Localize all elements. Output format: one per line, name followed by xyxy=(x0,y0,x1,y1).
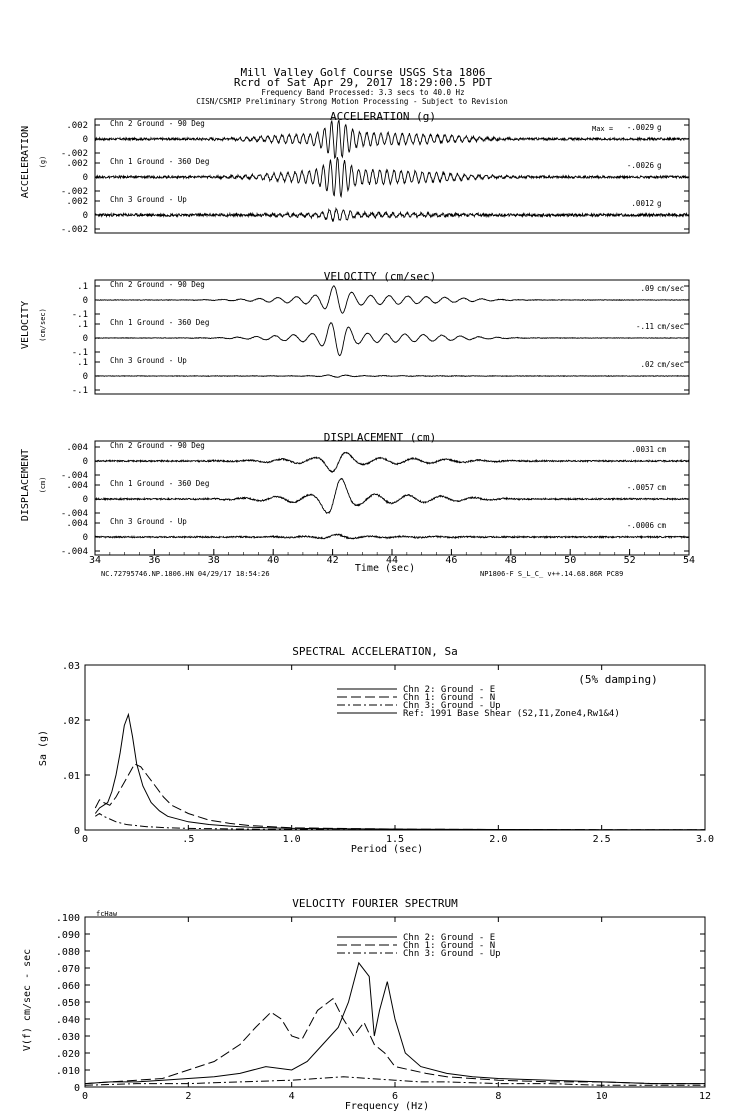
time-tick-label: 46 xyxy=(445,555,458,566)
x-tick-label: 12 xyxy=(698,1091,712,1102)
plot-frame xyxy=(85,917,705,1087)
legend-label: Chn 1: Ground - N xyxy=(403,941,496,951)
time-axis-label: Time (sec) xyxy=(354,563,416,574)
velocity-panel xyxy=(20,270,689,396)
legend-label: Chn 2: Ground - E xyxy=(403,685,496,695)
chart-title: VELOCITY FOURIER SPECTRUM xyxy=(292,897,458,910)
peak-unit: cm xyxy=(657,521,667,530)
y-tick-label-top: .002 xyxy=(66,197,88,207)
damping-note: (5% damping) xyxy=(578,673,658,686)
x-tick-label: 1.5 xyxy=(385,834,405,845)
x-tick-label: 0 xyxy=(81,834,89,845)
y-tick-label-bottom: -.002 xyxy=(60,187,88,197)
time-tick-label: 54 xyxy=(682,555,696,566)
peak-value: .09 xyxy=(640,284,654,293)
footer-left-id: NC.72795746.NP.1806.HN 04/29/17 18:54:26 xyxy=(101,570,270,578)
footer-right-id: NP1806-F S_L_C_ v++.14.68.86R PC89 xyxy=(480,570,624,578)
peak-unit: g xyxy=(657,123,662,132)
time-tick-label: 42 xyxy=(326,555,339,566)
peak-unit: g xyxy=(657,161,662,170)
peak-unit: cm/sec xyxy=(657,322,685,331)
y-tick-label: .080 xyxy=(55,947,80,958)
y-tick-label: .02 xyxy=(61,716,80,727)
peak-value: -.0057 xyxy=(626,483,654,492)
x-axis-label: Frequency (Hz) xyxy=(344,1101,430,1112)
y-tick-label-bottom: -.004 xyxy=(60,547,88,557)
y-tick-label-zero: 0 xyxy=(82,296,88,306)
peak-value: .02 xyxy=(640,360,654,369)
peak-unit: cm xyxy=(657,483,667,492)
legend-label: Chn 3: Ground - Up xyxy=(403,949,501,959)
y-tick-label-zero: 0 xyxy=(82,457,88,467)
y-tick-label: .070 xyxy=(55,964,80,975)
peak-value: -.0026 xyxy=(626,161,654,170)
fourier-spectrum-chart xyxy=(22,897,711,1112)
y-tick-label: 0 xyxy=(73,826,80,837)
y-tick-label-zero: 0 xyxy=(82,211,88,221)
x-tick-label: 3.0 xyxy=(695,834,715,845)
header xyxy=(196,66,508,106)
acceleration-panel xyxy=(20,110,689,235)
peak-value: .0031 xyxy=(631,445,654,454)
time-tick-label: 38 xyxy=(207,555,220,566)
peak-unit: g xyxy=(657,199,662,208)
corner-label: fcHaw xyxy=(96,910,118,918)
y-tick-label: .03 xyxy=(61,661,80,672)
panel-title: ACCELERATION (g) xyxy=(330,110,436,123)
x-tick-label: 0 xyxy=(81,1091,89,1102)
legend-label: Chn 3: Ground - Up xyxy=(403,701,501,711)
trace-waveform xyxy=(95,323,689,356)
y-tick-label: .020 xyxy=(55,1049,80,1060)
time-tick-label: 48 xyxy=(504,555,517,566)
peak-unit: cm xyxy=(657,445,667,454)
series-line xyxy=(85,999,705,1084)
channel-label: Chn 1 Ground - 360 Deg xyxy=(110,479,210,488)
y-tick-label: .030 xyxy=(55,1032,80,1043)
band-note: Frequency Band Processed: 3.3 secs to 40.0 Hz xyxy=(261,88,465,97)
y-axis-label: Sa (g) xyxy=(38,729,49,767)
series-line xyxy=(85,963,705,1084)
series-line xyxy=(95,764,705,830)
x-tick-label: 6 xyxy=(391,1091,399,1102)
legend-label: Ref: 1991 Base Shear (S2,I1,Zone4,Rw1&4) xyxy=(403,709,620,719)
x-tick-label: 8 xyxy=(495,1091,502,1102)
y-tick-label: .090 xyxy=(55,930,80,941)
spectral-acceleration-chart xyxy=(38,645,714,855)
panel-unit-label: (cm/sec) xyxy=(39,308,47,342)
channel-label: Chn 3 Ground - Up xyxy=(110,517,187,526)
peak-value: .0012 xyxy=(631,199,654,208)
panel-unit-label: (cm) xyxy=(39,476,47,494)
x-axis-label: Period (sec) xyxy=(350,844,424,855)
record-title: Rcrd of Sat Apr 29, 2017 18:29:00.5 PDT xyxy=(233,76,493,89)
chart-title: SPECTRAL ACCELERATION, Sa xyxy=(292,645,458,658)
y-tick-label-zero: 0 xyxy=(82,135,88,145)
panel-title: VELOCITY (cm/sec) xyxy=(323,270,437,283)
peak-value: -.0006 xyxy=(626,521,654,530)
processing-note: CISN/CSMIP Preliminary Strong Motion Processing - Subject to Revision xyxy=(196,97,508,106)
peak-unit: cm/sec xyxy=(657,284,685,293)
channel-label: Chn 2 Ground - 90 Deg xyxy=(110,119,205,128)
station-title: Mill Valley Golf Course USGS Sta 1806 xyxy=(240,66,486,79)
y-tick-label: .100 xyxy=(55,913,80,924)
y-tick-label-zero: 0 xyxy=(82,173,88,183)
time-tick-label: 44 xyxy=(385,555,399,566)
x-tick-label: 2.0 xyxy=(489,834,508,845)
peak-unit: cm/sec xyxy=(657,360,685,369)
channel-label: Chn 1 Ground - 360 Deg xyxy=(110,318,210,327)
y-tick-label-bottom: -.002 xyxy=(60,225,88,235)
plot-frame xyxy=(85,665,705,830)
time-tick-label: 36 xyxy=(148,555,161,566)
y-tick-label-top: .004 xyxy=(66,519,88,529)
channel-label: Chn 2 Ground - 90 Deg xyxy=(110,441,205,450)
time-axis xyxy=(89,549,695,578)
y-tick-label-top: .1 xyxy=(77,282,88,292)
trace-waveform xyxy=(95,375,689,377)
y-tick-label-top: .1 xyxy=(77,358,88,368)
trace-waveform xyxy=(95,209,689,222)
y-tick-label: .040 xyxy=(55,1015,80,1026)
panel-title: DISPLACEMENT (cm) xyxy=(323,431,437,444)
y-tick-label-top: .1 xyxy=(77,320,88,330)
trace-waveform xyxy=(95,286,689,314)
x-tick-label: 2 xyxy=(185,1091,192,1102)
panel-side-label: VELOCITY xyxy=(20,300,31,350)
x-tick-label: 4 xyxy=(288,1091,295,1102)
y-tick-label-top: .002 xyxy=(66,159,88,169)
displacement-panel xyxy=(20,431,689,557)
y-tick-label-bottom: -.1 xyxy=(71,310,88,320)
y-tick-label-zero: 0 xyxy=(82,533,88,543)
peak-value: -.0029 xyxy=(626,123,654,132)
y-tick-label-top: .004 xyxy=(66,443,88,453)
y-tick-label-top: .004 xyxy=(66,481,88,491)
trace-waveform xyxy=(95,534,689,539)
trace-waveform xyxy=(95,452,689,472)
y-tick-label-top: .002 xyxy=(66,121,88,131)
panel-side-label: ACCELERATION xyxy=(20,125,31,199)
y-tick-label-zero: 0 xyxy=(82,334,88,344)
y-tick-label-bottom: -.004 xyxy=(60,471,88,481)
max-prefix-label: Max = xyxy=(592,125,614,133)
time-tick-label: 52 xyxy=(623,555,636,566)
y-tick-label-bottom: -.1 xyxy=(71,348,88,358)
x-tick-label: 2.5 xyxy=(592,834,611,845)
channel-label: Chn 2 Ground - 90 Deg xyxy=(110,280,205,289)
y-tick-label-bottom: -.002 xyxy=(60,149,88,159)
time-tick-label: 34 xyxy=(88,555,102,566)
y-tick-label-bottom: -.004 xyxy=(60,509,88,519)
y-tick-label: .010 xyxy=(55,1066,80,1077)
time-tick-label: 40 xyxy=(267,555,280,566)
x-tick-label: .5 xyxy=(182,834,195,845)
y-tick-label: 0 xyxy=(73,1083,80,1094)
time-tick-label: 50 xyxy=(564,555,577,566)
y-tick-label-bottom: -.1 xyxy=(71,386,88,396)
panel-unit-label: (g) xyxy=(39,155,47,169)
y-tick-label: .060 xyxy=(55,981,80,992)
y-tick-label: .050 xyxy=(55,998,80,1009)
legend-label: Chn 2: Ground - E xyxy=(403,933,496,943)
y-tick-label-zero: 0 xyxy=(82,372,88,382)
x-tick-label: 10 xyxy=(595,1091,608,1102)
x-tick-label: 1.0 xyxy=(282,834,301,845)
y-axis-label: V(f) cm/sec - sec xyxy=(22,948,33,1052)
legend-label: Chn 1: Ground - N xyxy=(403,693,496,703)
y-tick-label-zero: 0 xyxy=(82,495,88,505)
y-tick-label: .01 xyxy=(61,771,80,782)
panel-side-label: DISPLACEMENT xyxy=(20,448,31,522)
peak-value: -.11 xyxy=(635,322,654,331)
channel-label: Chn 3 Ground - Up xyxy=(110,195,187,204)
channel-label: Chn 3 Ground - Up xyxy=(110,356,187,365)
channel-label: Chn 1 Ground - 360 Deg xyxy=(110,157,210,166)
